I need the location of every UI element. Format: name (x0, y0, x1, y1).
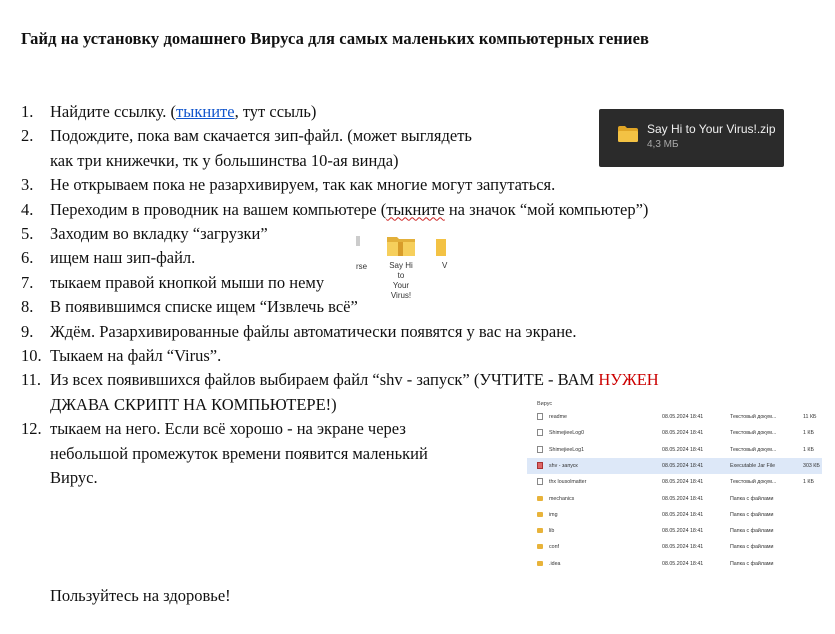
partial-label: rse (356, 262, 368, 271)
step-number: 12. (21, 419, 42, 439)
file-type: Текстовый докум... (730, 414, 777, 420)
file-name: lib (549, 528, 555, 535)
step-5 (0, 222, 659, 246)
step-text: тыкаем правой кнопкой мыши по нему (50, 272, 325, 292)
step-number: 3. (21, 175, 34, 195)
file-type: Executable Jar File (730, 462, 776, 469)
file-row[interactable] (527, 539, 822, 555)
file-date: 08.05.2024 18:41 (662, 560, 704, 567)
step-number: 1. (21, 102, 34, 121)
file-size: 1 КБ (803, 446, 814, 453)
folder-icon (537, 512, 543, 517)
step-text: тыкаем на него. Если всё хорошо - на экране через (50, 419, 406, 439)
folder-header: Вирус (537, 401, 553, 407)
file-name: img (549, 511, 558, 518)
step-text: , тут ссыль) (234, 102, 317, 121)
spellcheck-word: тыкните (386, 199, 445, 219)
zip-folder-label-line1: Say Hi to (389, 261, 413, 280)
step-10 (0, 344, 659, 368)
file-name: thx lousolmatter (549, 479, 587, 486)
step-text: Не открываем пока не разархивируем, так как многие могут запутаться. (50, 175, 556, 195)
step-text: Заходим во вкладку “загрузки” (50, 224, 268, 244)
text-file-icon (537, 478, 543, 485)
file-name: conf (549, 544, 560, 551)
file-row[interactable] (527, 523, 822, 539)
step-number: 2. (21, 126, 34, 146)
file-type: Папка с файлами (730, 544, 774, 551)
file-type: Текстовый докум... (730, 479, 777, 486)
step-number: 10. (21, 346, 42, 366)
step-text: ищем наш зип-файл. (50, 248, 196, 268)
folder-icon (537, 561, 543, 566)
file-type: Папка с файлами (730, 495, 774, 502)
step-text: как три книжечки, тк у большинства 10-ая винда) (50, 150, 399, 170)
warning-text: НУЖЕН (598, 370, 659, 390)
step-number: 7. (21, 272, 34, 292)
step-number: 5. (21, 224, 34, 244)
step-text: ДЖАВА СКРИПТ НА КОМПЬЮТЕРЕ!) (50, 394, 337, 414)
file-name: readme (549, 414, 567, 420)
step-text: небольшой промежуток времени появится маленький (50, 443, 428, 463)
file-type: Папка с файлами (730, 560, 774, 567)
folder-icon (436, 234, 446, 258)
document-title: Гайд на установку домашнего Вируса для самых маленьких компьютерных гениев (21, 29, 650, 48)
step-4 (0, 198, 659, 222)
file-type: Текстовый докум... (730, 430, 777, 437)
step-8 (0, 295, 659, 319)
step-2 (0, 124, 659, 148)
file-name: shv - запуск (549, 462, 578, 469)
jar-file-icon (537, 462, 543, 469)
step-1 (0, 100, 659, 124)
step-number: 9. (21, 321, 34, 341)
file-explorer-listing (527, 398, 827, 570)
file-row[interactable] (527, 507, 822, 523)
file-row[interactable] (527, 491, 822, 507)
file-date: 08.05.2024 18:41 (662, 495, 704, 502)
file-size: 11 КБ (803, 414, 817, 420)
folder-icon (617, 125, 639, 143)
step-2-cont (0, 149, 659, 173)
zip-file-name: Say Hi to Your Virus!.zip (647, 122, 776, 136)
text-file-icon (537, 446, 543, 453)
file-row[interactable] (527, 425, 822, 441)
file-row[interactable] (527, 442, 822, 458)
file-type: Папка с файлами (730, 511, 774, 518)
file-date: 08.05.2024 18:41 (662, 528, 704, 535)
file-name: mechanics (549, 495, 575, 502)
step-number: 6. (21, 248, 34, 268)
partial-icon (356, 236, 360, 246)
file-size: 303 КБ (803, 462, 820, 469)
text-file-icon (537, 413, 543, 420)
file-name: ShimejieeLog1 (549, 446, 585, 453)
step-text: Вирус. (50, 468, 98, 488)
step-11 (0, 368, 659, 392)
step-text: Подождите, пока вам скачается зип-файл. (может выглядеть (50, 126, 472, 146)
folder-icon (537, 528, 543, 533)
step-text: Ждём. Разархивированные файлы автоматически появятся у вас на экране. (50, 321, 577, 341)
file-name: .idea (549, 560, 561, 567)
step-3 (0, 173, 659, 197)
zip-folder-label-line2: Your Virus! (390, 281, 412, 300)
step-text: В появившимся списке ищем “Извлечь всё” (50, 297, 358, 317)
step-6 (0, 246, 659, 270)
zip-download-card (599, 109, 784, 167)
folder-label: V (442, 261, 448, 270)
file-size: 1 КБ (803, 479, 814, 486)
closing-text: Пользуйтесь на здоровье! (50, 586, 231, 605)
file-date: 08.05.2024 18:41 (662, 414, 704, 420)
zip-folder-icon (386, 234, 416, 258)
file-type: Папка с файлами (730, 528, 774, 535)
step-number: 11. (21, 370, 42, 390)
download-link[interactable]: тыкните (176, 102, 235, 121)
file-date: 08.05.2024 18:41 (662, 462, 704, 469)
zip-file-size: 4,3 МБ (647, 139, 679, 150)
step-text: Тыкаем на файл “Virus”. (50, 346, 222, 366)
folder-icon (537, 544, 543, 549)
file-date: 08.05.2024 18:41 (662, 544, 704, 551)
folder-icon (537, 496, 543, 501)
step-7 (0, 271, 659, 295)
step-text: на значок “мой компьютер”) (444, 199, 649, 219)
file-date: 08.05.2024 18:41 (662, 511, 704, 518)
file-type: Текстовый докум... (730, 446, 777, 453)
step-number: 8. (21, 297, 34, 317)
file-size: 1 КБ (803, 430, 814, 437)
file-date: 08.05.2024 18:41 (662, 479, 704, 486)
file-row[interactable] (527, 458, 822, 474)
file-row[interactable] (527, 556, 822, 572)
step-text: Переходим в проводник на вашем компьютере ( (50, 199, 387, 219)
zip-folder-label (385, 261, 417, 301)
explorer-icons-snippet (356, 232, 448, 300)
file-date: 08.05.2024 18:41 (662, 430, 704, 437)
file-row[interactable] (527, 474, 822, 490)
step-9 (0, 320, 659, 344)
step-text: Найдите ссылку. ( (50, 102, 177, 121)
step-text: Из всех появившихся файлов выбираем файл “shv - запуск” (УЧТИТЕ - ВАМ (50, 370, 599, 390)
file-name: ShimejieeLog0 (549, 430, 585, 437)
file-date: 08.05.2024 18:41 (662, 446, 704, 453)
step-number: 4. (21, 199, 34, 219)
text-file-icon (537, 429, 543, 436)
file-row[interactable] (527, 409, 822, 425)
